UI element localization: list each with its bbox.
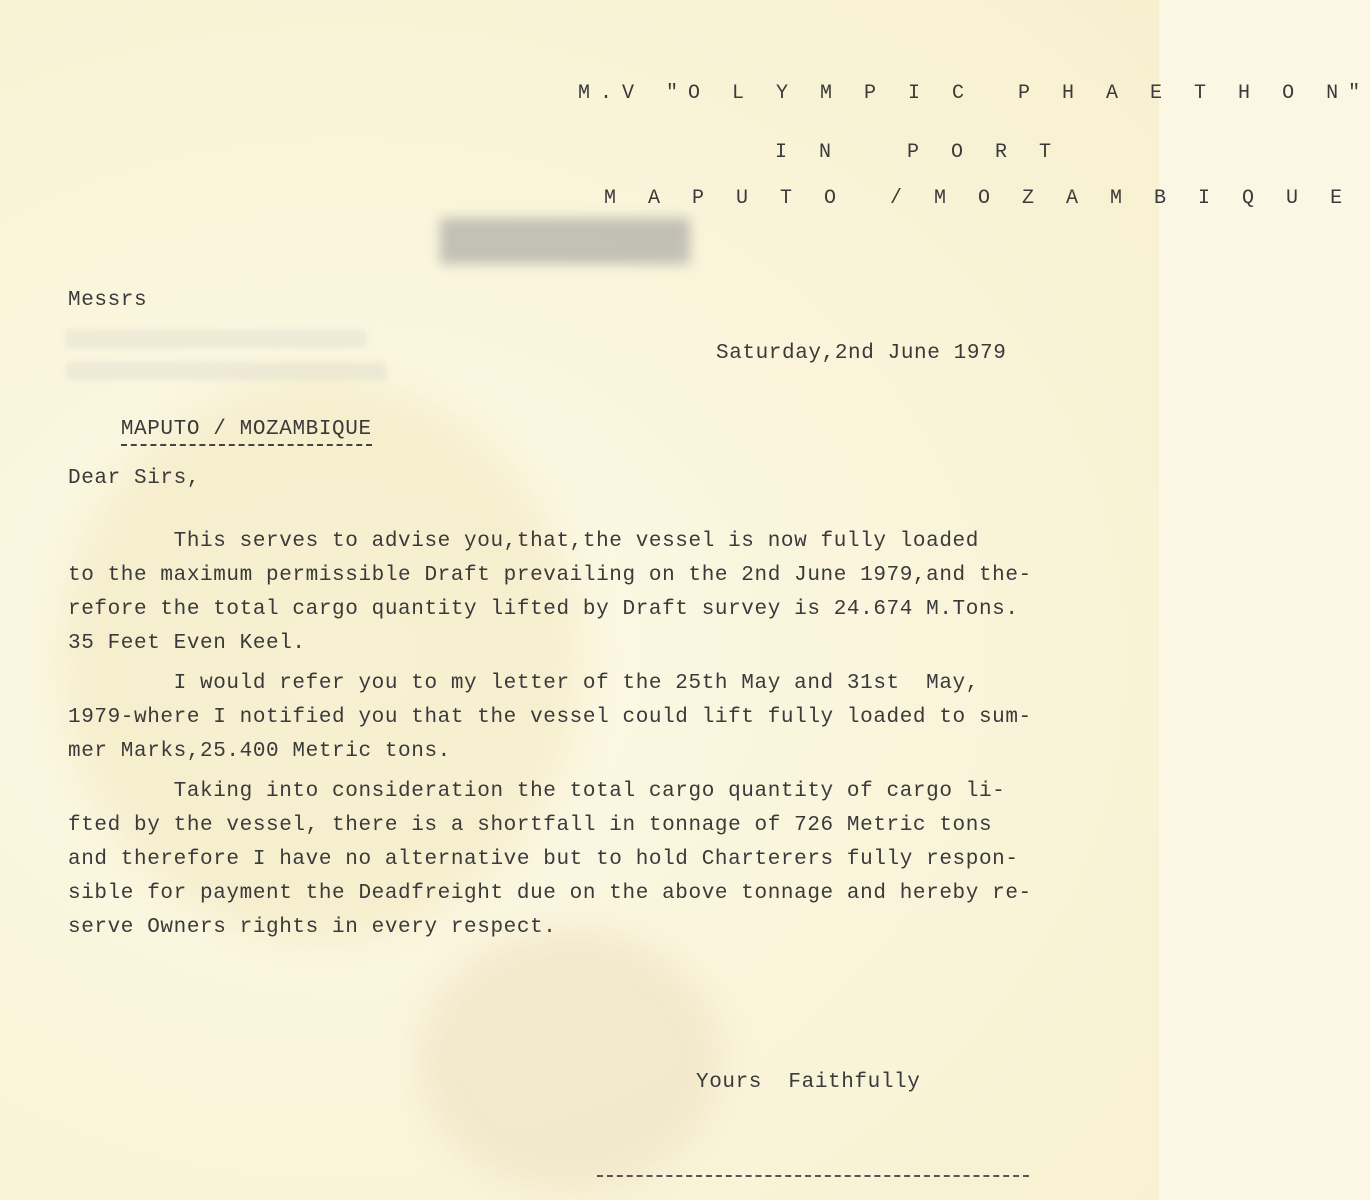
body-line: 1979-where I notified you that the vessel could lift fully loaded to sum- — [68, 706, 1032, 729]
body-line: I would refer you to my letter of the 25th May and 31st May, — [68, 672, 979, 695]
paper-stain — [420, 930, 720, 1190]
closing: Yours Faithfully — [696, 1071, 921, 1094]
letterhead-location: M A P U T O / M O Z A M B I Q U E — [604, 187, 1353, 210]
body-line: and therefore I have no alternative but to hold Charterers fully respon- — [68, 848, 1019, 871]
body-line: This serves to advise you,that,the vessel is now fully loaded — [68, 530, 979, 553]
body-line: sible for payment the Deadfreight due on the above tonnage and hereby re- — [68, 882, 1032, 905]
body-line: mer Marks,25.400 Metric tons. — [68, 740, 451, 763]
signature-line — [597, 1175, 1029, 1177]
letterhead-vessel: M.V "O L Y M P I C P H A E T H O N" — [578, 82, 1370, 105]
body-line: serve Owners rights in every respect. — [68, 916, 557, 939]
recipient-salutation: Messrs — [68, 289, 148, 312]
recipient-city-text: MAPUTO / MOZAMBIQUE — [121, 418, 372, 446]
body-line: Taking into consideration the total cargo quantity of cargo li- — [68, 780, 1006, 803]
redacted-address-line — [66, 362, 386, 380]
redacted-address-line — [66, 330, 366, 348]
greeting: Dear Sirs, — [68, 467, 201, 490]
body-line: fted by the vessel, there is a shortfall in tonnage of 726 Metric tons — [68, 814, 993, 837]
letterhead-status: I N P O R T — [775, 141, 1062, 164]
body-line: refore the total cargo quantity lifted by Draft survey is 24.674 M.Tons. — [68, 598, 1019, 621]
body-line: 35 Feet Even Keel. — [68, 632, 306, 655]
body-line: to the maximum permissible Draft prevailing on the 2nd June 1979,and the- — [68, 564, 1032, 587]
redacted-block — [440, 218, 690, 264]
letter-date: Saturday,2nd June 1979 — [716, 342, 1007, 365]
recipient-city — [68, 398, 372, 461]
